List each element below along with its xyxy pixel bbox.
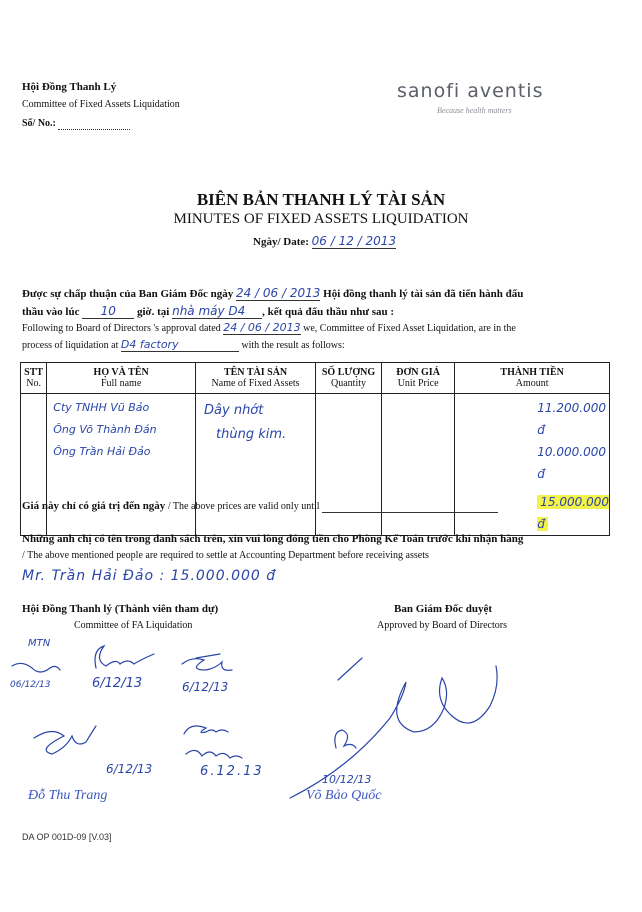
sign-date: 06/12/13	[10, 680, 51, 690]
intro-text: with the result as follows:	[241, 340, 345, 351]
signature-mtn	[12, 663, 60, 672]
intro-text: process of liquidation at	[22, 340, 119, 351]
signatures-drawing	[0, 630, 642, 810]
col-quantity: SỐ LƯỢNG Quantity	[316, 363, 382, 394]
date-value: 06 / 12 / 2013	[311, 234, 397, 248]
bid-place: nhà máy D4	[172, 304, 262, 319]
cell-unit-price	[381, 394, 454, 536]
approval-label-en: Approved by Board of Directors	[377, 620, 507, 631]
logo-tagline: Because health matters	[437, 106, 512, 115]
intro-text: Được sự chấp thuận của Ban Giám Đốc ngày	[22, 288, 234, 300]
bidder-name: Cty TNHH Vũ Bảo	[53, 401, 150, 414]
liquidation-place: D4 factory	[121, 338, 239, 352]
signature-3	[34, 726, 96, 754]
director-signature	[290, 658, 497, 798]
asset-name: Dây nhớt	[204, 403, 264, 418]
amount-value-highlighted: 15.000.000 đ	[537, 495, 609, 531]
stamp-name-left: Đỗ Thu Trang	[28, 788, 108, 803]
org-name-en: Committee of Fixed Assets Liquidation	[22, 99, 180, 110]
doc-number-label	[22, 118, 130, 130]
committee-label-en: Committee of FA Liquidation	[74, 620, 193, 631]
col-amount: THÀNH TIỀN Amount	[455, 363, 610, 394]
bidder-name: Ông Võ Thành Đán	[53, 423, 157, 436]
validity-blank	[322, 501, 498, 513]
director-sign-date: 10/12/13	[322, 773, 372, 786]
cell-quantity	[316, 394, 382, 536]
intro-text: we, Committee of Fixed Asset Liquidation, are in the	[303, 323, 516, 334]
signature-1	[95, 646, 154, 668]
amount-value: 10.000.000 đ	[537, 445, 606, 481]
signature-4	[184, 726, 242, 758]
intro-text: , kết quả đấu thầu như sau :	[262, 306, 395, 318]
title-vi: BIÊN BẢN THANH LÝ TÀI SẢN	[196, 190, 446, 209]
stamp-name-right: Võ Bảo Quốc	[306, 788, 382, 803]
initials-mtn: MTN	[28, 638, 51, 649]
sign-date: 6.12.13	[200, 764, 264, 779]
cell-no	[21, 394, 47, 536]
bid-time: 10	[82, 304, 134, 319]
table-header-row	[21, 363, 610, 394]
cell-asset	[196, 394, 316, 536]
col-name: HỌ VÀ TÊN Full name	[47, 363, 196, 394]
intro-text: Hội đồng thanh lý tài sản đã tiến hành đấu	[323, 288, 524, 300]
org-name-vi: Hội Đồng Thanh Lý	[22, 81, 117, 93]
sanofi-logo: sanofi aventis	[397, 80, 544, 102]
validity-row	[22, 500, 498, 513]
title-en: MINUTES OF FIXED ASSETS LIQUIDATION	[173, 211, 469, 227]
amount-value: 11.200.000 đ	[537, 401, 606, 437]
approval-date: 24 / 06 / 2013	[235, 286, 321, 300]
director-initials	[335, 730, 356, 748]
sign-date: 6/12/13	[106, 762, 153, 776]
form-code: DA OP 001D-09 [V.03]	[22, 832, 112, 842]
intro-text: giờ. tại	[136, 306, 170, 318]
cell-names	[47, 394, 196, 536]
validity-en: / The above prices are valid only until	[167, 501, 320, 512]
doc-number-text: Số/ No.:	[22, 118, 56, 129]
col-unit-price: ĐƠN GIÁ Unit Price	[381, 363, 454, 394]
intro-line-1	[22, 286, 523, 300]
bidder-name: Ông Trần Hải Đảo	[53, 445, 151, 458]
sign-date: 6/12/13	[92, 676, 143, 691]
col-no: STT No.	[21, 363, 47, 394]
notice-en: / The above mentioned people are required to settle at Accounting Department before receiving assets	[22, 550, 429, 561]
committee-label-vi: Hội Đồng Thanh lý (Thành viên tham dự)	[22, 603, 219, 615]
cell-amounts	[455, 394, 610, 536]
asset-name: thùng kim.	[216, 427, 287, 442]
sign-date: 6/12/13	[182, 680, 229, 694]
intro-line-4	[22, 338, 345, 352]
col-asset: TÊN TÀI SẢN Name of Fixed Assets	[196, 363, 316, 394]
intro-line-3	[22, 321, 516, 334]
intro-text: thầu vào lúc	[22, 306, 80, 318]
date-row	[253, 234, 396, 248]
approval-date-en: 24 / 06 / 2013	[223, 321, 301, 334]
validity-vi: Giá này chỉ có giá trị đến ngày	[22, 500, 166, 512]
table-row	[21, 394, 610, 536]
intro-line-2	[22, 304, 394, 319]
date-label: Ngày/ Date:	[253, 236, 309, 248]
approval-label-vi: Ban Giám Đốc duyệt	[394, 603, 493, 615]
doc-number-blank	[58, 118, 130, 130]
signature-2	[182, 654, 232, 670]
handwritten-payer: Mr. Trần Hải Đảo : 15.000.000 đ	[22, 568, 277, 584]
intro-text: Following to Board of Directors 's approval dated	[22, 323, 221, 334]
notice-vi: Những anh chị có tên trong danh sách trên, xin vui lòng đóng tiền cho Phòng Kế Toán trước khi nhận hàng	[22, 533, 524, 545]
